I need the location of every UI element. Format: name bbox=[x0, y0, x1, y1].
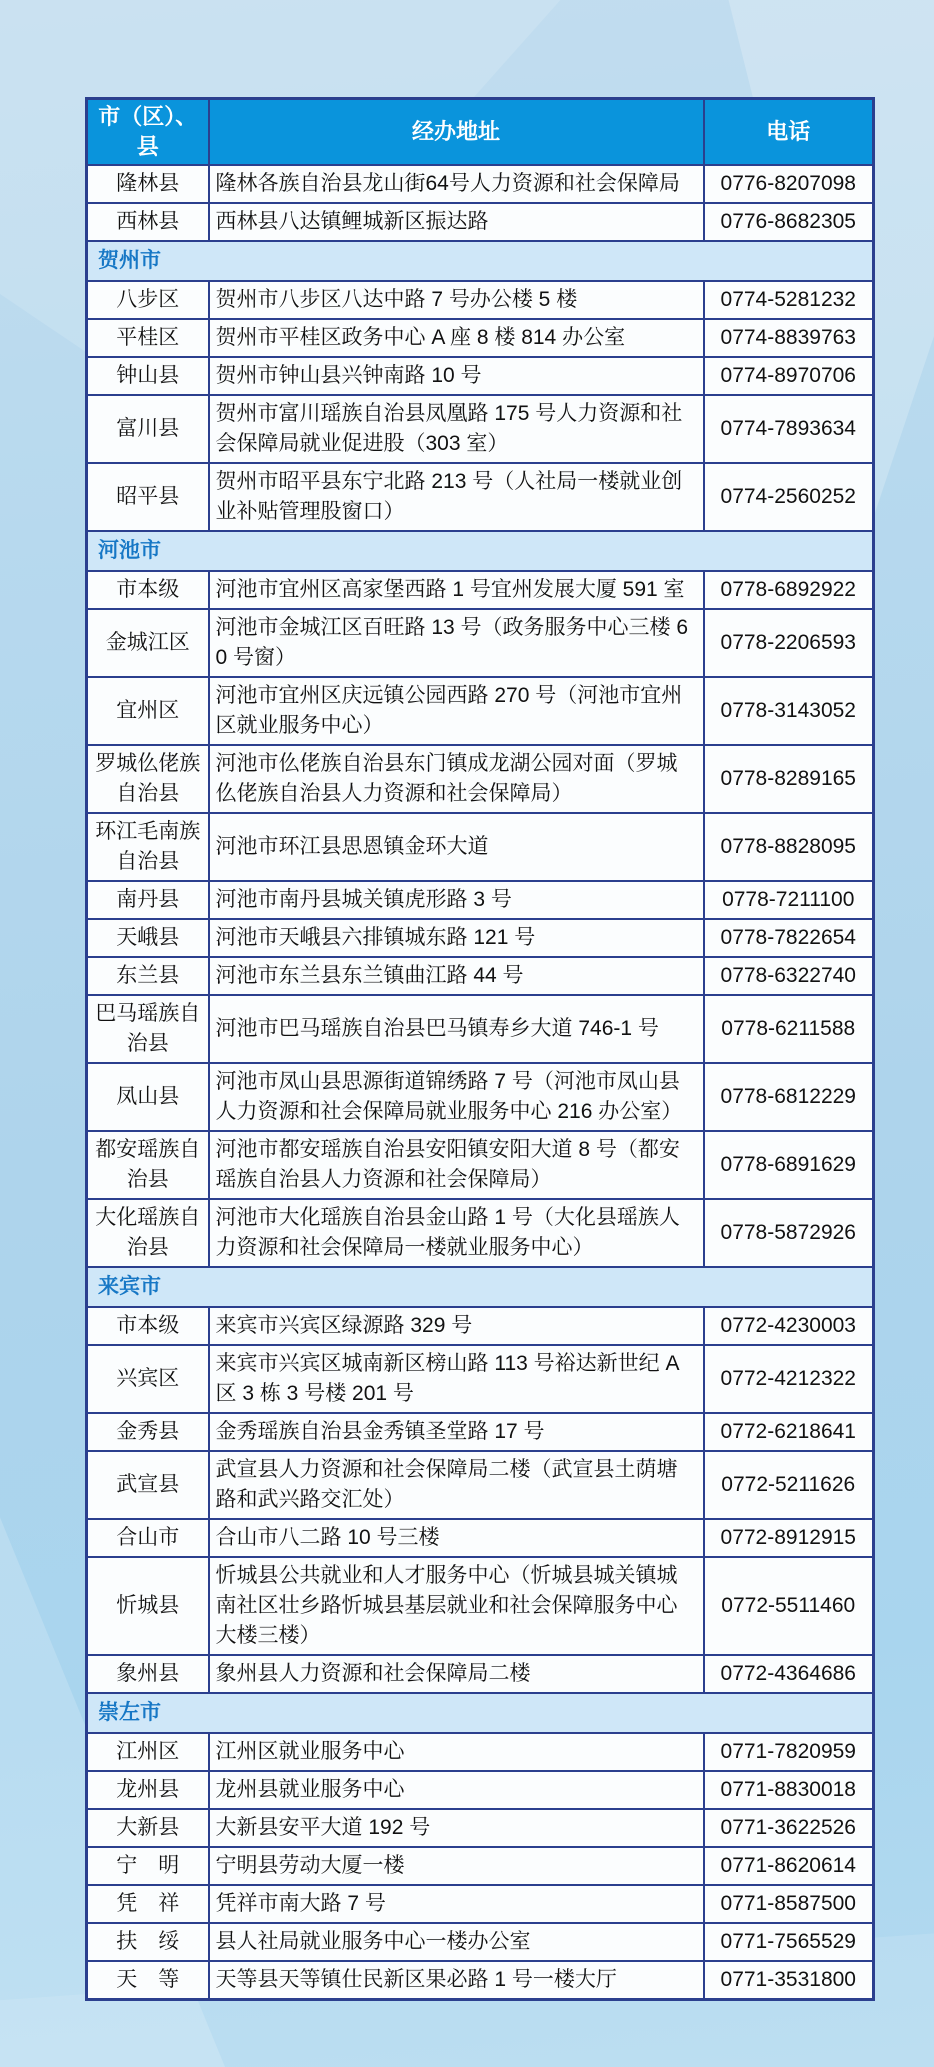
phone-cell: 0778-6322740 bbox=[704, 957, 874, 995]
address-cell: 河池市天峨县六排镇城东路 121 号 bbox=[209, 919, 704, 957]
phone-cell: 0772-4364686 bbox=[704, 1655, 874, 1693]
region-cell: 环江毛南族自治县 bbox=[87, 813, 209, 881]
column-header-phone: 电话 bbox=[704, 99, 874, 166]
region-cell: 武宣县 bbox=[87, 1451, 209, 1519]
phone-cell: 0771-8620614 bbox=[704, 1847, 874, 1885]
region-cell: 都安瑶族自治县 bbox=[87, 1131, 209, 1199]
region-cell: 平桂区 bbox=[87, 319, 209, 357]
city-section-row bbox=[87, 531, 874, 571]
phone-cell: 0772-6218641 bbox=[704, 1413, 874, 1451]
office-contact-table bbox=[85, 97, 875, 2001]
phone-cell: 0778-7822654 bbox=[704, 919, 874, 957]
phone-cell: 0772-5211626 bbox=[704, 1451, 874, 1519]
region-cell: 钟山县 bbox=[87, 357, 209, 395]
address-cell: 河池市仫佬族自治县东门镇成龙湖公园对面（罗城仫佬族自治县人力资源和社会保障局） bbox=[209, 745, 704, 813]
phone-cell: 0772-8912915 bbox=[704, 1519, 874, 1557]
office-row bbox=[87, 881, 874, 919]
phone-cell: 0776-8207098 bbox=[704, 165, 874, 203]
phone-cell: 0778-8289165 bbox=[704, 745, 874, 813]
address-cell: 河池市巴马瑶族自治县巴马镇寿乡大道 746-1 号 bbox=[209, 995, 704, 1063]
office-row bbox=[87, 1771, 874, 1809]
address-cell: 河池市环江县思恩镇金环大道 bbox=[209, 813, 704, 881]
address-cell: 凭祥市南大路 7 号 bbox=[209, 1885, 704, 1923]
office-row bbox=[87, 1131, 874, 1199]
address-cell: 象州县人力资源和社会保障局二楼 bbox=[209, 1655, 704, 1693]
region-cell: 罗城仫佬族自治县 bbox=[87, 745, 209, 813]
office-row bbox=[87, 1345, 874, 1413]
address-cell: 贺州市八步区八达中路 7 号办公楼 5 楼 bbox=[209, 281, 704, 319]
address-cell: 金秀瑶族自治县金秀镇圣堂路 17 号 bbox=[209, 1413, 704, 1451]
phone-cell: 0771-3531800 bbox=[704, 1961, 874, 2000]
address-cell: 天等县天等镇仕民新区果必路 1 号一楼大厅 bbox=[209, 1961, 704, 2000]
phone-cell: 0771-3622526 bbox=[704, 1809, 874, 1847]
column-header-region: 市（区）、县 bbox=[87, 99, 209, 166]
office-table-body bbox=[87, 165, 874, 2000]
phone-cell: 0774-5281232 bbox=[704, 281, 874, 319]
region-cell: 忻城县 bbox=[87, 1557, 209, 1655]
address-cell: 贺州市富川瑶族自治县凤凰路 175 号人力资源和社会保障局就业促进股（303 室） bbox=[209, 395, 704, 463]
address-cell: 河池市东兰县东兰镇曲江路 44 号 bbox=[209, 957, 704, 995]
region-cell: 金城江区 bbox=[87, 609, 209, 677]
phone-cell: 0778-6211588 bbox=[704, 995, 874, 1063]
region-cell: 凤山县 bbox=[87, 1063, 209, 1131]
office-row bbox=[87, 609, 874, 677]
address-cell: 宁明县劳动大厦一楼 bbox=[209, 1847, 704, 1885]
phone-cell: 0776-8682305 bbox=[704, 203, 874, 241]
region-cell: 龙州县 bbox=[87, 1771, 209, 1809]
office-row bbox=[87, 995, 874, 1063]
city-section-label: 来宾市 bbox=[87, 1267, 874, 1307]
address-cell: 县人社局就业服务中心一楼办公室 bbox=[209, 1923, 704, 1961]
office-row bbox=[87, 1557, 874, 1655]
phone-cell: 0778-3143052 bbox=[704, 677, 874, 745]
city-section-row bbox=[87, 1267, 874, 1307]
region-cell: 昭平县 bbox=[87, 463, 209, 531]
phone-cell: 0774-7893634 bbox=[704, 395, 874, 463]
office-row bbox=[87, 1199, 874, 1267]
region-cell: 天峨县 bbox=[87, 919, 209, 957]
address-cell: 江州区就业服务中心 bbox=[209, 1733, 704, 1771]
address-cell: 贺州市钟山县兴钟南路 10 号 bbox=[209, 357, 704, 395]
office-row bbox=[87, 395, 874, 463]
address-cell: 西林县八达镇鲤城新区振达路 bbox=[209, 203, 704, 241]
phone-cell: 0778-5872926 bbox=[704, 1199, 874, 1267]
phone-cell: 0772-5511460 bbox=[704, 1557, 874, 1655]
address-cell: 隆林各族自治县龙山街64号人力资源和社会保障局 bbox=[209, 165, 704, 203]
address-cell: 河池市宜州区高家堡西路 1 号宜州发展大厦 591 室 bbox=[209, 571, 704, 609]
phone-cell: 0778-6891629 bbox=[704, 1131, 874, 1199]
region-cell: 凭 祥 bbox=[87, 1885, 209, 1923]
phone-cell: 0771-8830018 bbox=[704, 1771, 874, 1809]
office-row bbox=[87, 1063, 874, 1131]
phone-cell: 0778-7211100 bbox=[704, 881, 874, 919]
address-cell: 河池市凤山县思源街道锦绣路 7 号（河池市凤山县人力资源和社会保障局就业服务中心 216 办公室） bbox=[209, 1063, 704, 1131]
office-row bbox=[87, 1923, 874, 1961]
phone-cell: 0778-6812229 bbox=[704, 1063, 874, 1131]
region-cell: 象州县 bbox=[87, 1655, 209, 1693]
phone-cell: 0771-7820959 bbox=[704, 1733, 874, 1771]
phone-cell: 0772-4212322 bbox=[704, 1345, 874, 1413]
phone-cell: 0774-2560252 bbox=[704, 463, 874, 531]
office-row bbox=[87, 1733, 874, 1771]
region-cell: 市本级 bbox=[87, 1307, 209, 1345]
phone-cell: 0778-8828095 bbox=[704, 813, 874, 881]
office-row bbox=[87, 1847, 874, 1885]
region-cell: 合山市 bbox=[87, 1519, 209, 1557]
address-cell: 河池市金城江区百旺路 13 号（政务服务中心三楼 60 号窗） bbox=[209, 609, 704, 677]
office-row bbox=[87, 1885, 874, 1923]
office-row bbox=[87, 1307, 874, 1345]
office-row bbox=[87, 1519, 874, 1557]
region-cell: 富川县 bbox=[87, 395, 209, 463]
address-cell: 河池市宜州区庆远镇公园西路 270 号（河池市宜州区就业服务中心） bbox=[209, 677, 704, 745]
office-row bbox=[87, 463, 874, 531]
office-row bbox=[87, 571, 874, 609]
address-cell: 贺州市平桂区政务中心 A 座 8 楼 814 办公室 bbox=[209, 319, 704, 357]
phone-cell: 0778-2206593 bbox=[704, 609, 874, 677]
office-row bbox=[87, 319, 874, 357]
region-cell: 大化瑶族自治县 bbox=[87, 1199, 209, 1267]
city-section-row bbox=[87, 1693, 874, 1733]
office-row bbox=[87, 957, 874, 995]
office-row bbox=[87, 1451, 874, 1519]
table-header bbox=[87, 99, 874, 166]
office-row bbox=[87, 813, 874, 881]
region-cell: 市本级 bbox=[87, 571, 209, 609]
address-cell: 来宾市兴宾区城南新区榜山路 113 号裕达新世纪 A 区 3 栋 3 号楼 201 号 bbox=[209, 1345, 704, 1413]
region-cell: 扶 绥 bbox=[87, 1923, 209, 1961]
office-row bbox=[87, 745, 874, 813]
address-cell: 忻城县公共就业和人才服务中心（忻城县城关镇城南社区壮乡路忻城县基层就业和社会保障服务中心大楼三楼） bbox=[209, 1557, 704, 1655]
city-section-label: 河池市 bbox=[87, 531, 874, 571]
phone-cell: 0778-6892922 bbox=[704, 571, 874, 609]
address-cell: 武宣县人力资源和社会保障局二楼（武宣县土荫塘路和武兴路交汇处） bbox=[209, 1451, 704, 1519]
address-cell: 河池市都安瑶族自治县安阳镇安阳大道 8 号（都安瑶族自治县人力资源和社会保障局） bbox=[209, 1131, 704, 1199]
address-cell: 合山市八二路 10 号三楼 bbox=[209, 1519, 704, 1557]
region-cell: 金秀县 bbox=[87, 1413, 209, 1451]
region-cell: 隆林县 bbox=[87, 165, 209, 203]
office-row bbox=[87, 1809, 874, 1847]
region-cell: 天 等 bbox=[87, 1961, 209, 2000]
column-header-address: 经办地址 bbox=[209, 99, 704, 166]
address-cell: 大新县安平大道 192 号 bbox=[209, 1809, 704, 1847]
office-row bbox=[87, 165, 874, 203]
address-cell: 龙州县就业服务中心 bbox=[209, 1771, 704, 1809]
office-row bbox=[87, 919, 874, 957]
region-cell: 东兰县 bbox=[87, 957, 209, 995]
city-section-label: 贺州市 bbox=[87, 241, 874, 281]
region-cell: 江州区 bbox=[87, 1733, 209, 1771]
phone-cell: 0774-8839763 bbox=[704, 319, 874, 357]
phone-cell: 0772-4230003 bbox=[704, 1307, 874, 1345]
office-row bbox=[87, 677, 874, 745]
office-row bbox=[87, 1961, 874, 2000]
region-cell: 大新县 bbox=[87, 1809, 209, 1847]
address-cell: 贺州市昭平县东宁北路 213 号（人社局一楼就业创业补贴管理股窗口） bbox=[209, 463, 704, 531]
phone-cell: 0771-8587500 bbox=[704, 1885, 874, 1923]
office-row bbox=[87, 357, 874, 395]
address-cell: 河池市大化瑶族自治县金山路 1 号（大化县瑶族人力资源和社会保障局一楼就业服务中心） bbox=[209, 1199, 704, 1267]
address-cell: 河池市南丹县城关镇虎形路 3 号 bbox=[209, 881, 704, 919]
region-cell: 巴马瑶族自治县 bbox=[87, 995, 209, 1063]
table-header-row bbox=[87, 99, 874, 166]
office-row bbox=[87, 1655, 874, 1693]
city-section-label: 崇左市 bbox=[87, 1693, 874, 1733]
office-row bbox=[87, 203, 874, 241]
region-cell: 南丹县 bbox=[87, 881, 209, 919]
region-cell: 八步区 bbox=[87, 281, 209, 319]
city-section-row bbox=[87, 241, 874, 281]
office-row bbox=[87, 1413, 874, 1451]
phone-cell: 0774-8970706 bbox=[704, 357, 874, 395]
region-cell: 宁 明 bbox=[87, 1847, 209, 1885]
address-cell: 来宾市兴宾区绿源路 329 号 bbox=[209, 1307, 704, 1345]
region-cell: 兴宾区 bbox=[87, 1345, 209, 1413]
region-cell: 西林县 bbox=[87, 203, 209, 241]
region-cell: 宜州区 bbox=[87, 677, 209, 745]
office-row bbox=[87, 281, 874, 319]
phone-cell: 0771-7565529 bbox=[704, 1923, 874, 1961]
